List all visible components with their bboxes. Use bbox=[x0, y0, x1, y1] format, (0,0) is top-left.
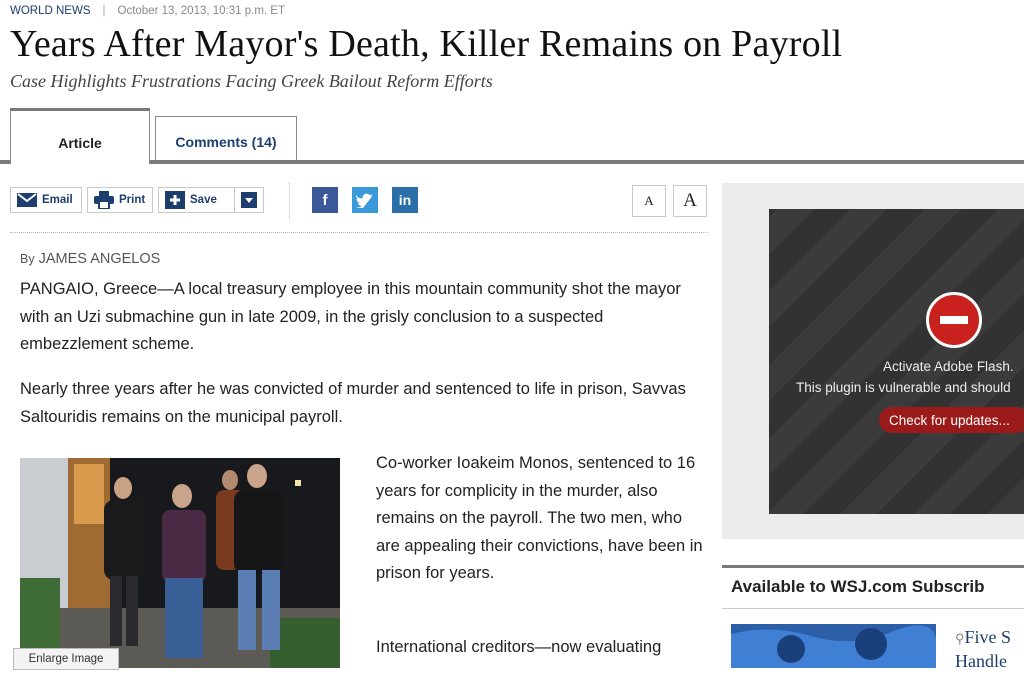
article-paragraph: Co-worker Ioakeim Monos, sentenced to 16 years for complicity in the murder, also remains on the payroll. The two men, who are appealing their convictions, have been in prison for years. bbox=[376, 454, 703, 582]
tab-rule bbox=[0, 160, 1024, 164]
sidebar-rule bbox=[722, 565, 1024, 568]
save-label: Save bbox=[190, 194, 217, 206]
flash-warning: This plugin is vulnerable and should bbox=[796, 380, 1011, 395]
byline bbox=[20, 251, 160, 267]
email-button[interactable] bbox=[10, 187, 82, 213]
print-button[interactable] bbox=[87, 187, 153, 213]
linkedin-icon[interactable]: in bbox=[392, 187, 418, 213]
blocked-plugin-icon bbox=[926, 292, 982, 348]
chevron-down-icon bbox=[241, 192, 257, 208]
printer-icon bbox=[94, 191, 114, 209]
promo-headline[interactable] bbox=[955, 626, 1011, 673]
section-link[interactable]: WORLD NEWS bbox=[10, 5, 91, 17]
tab-comments[interactable]: Comments (14) bbox=[155, 116, 297, 160]
sidebar-divider bbox=[722, 608, 1024, 609]
key-icon: ⚲ bbox=[955, 631, 965, 646]
plus-icon bbox=[165, 191, 185, 209]
save-dropdown[interactable] bbox=[234, 188, 263, 212]
byline-author[interactable]: JAMES ANGELOS bbox=[38, 251, 161, 267]
envelope-icon bbox=[17, 193, 37, 207]
tab-article[interactable]: Article bbox=[10, 108, 150, 164]
kicker-separator: | bbox=[102, 5, 106, 17]
promo-line-1: Five S bbox=[964, 627, 1012, 647]
byline-prefix: By bbox=[20, 252, 35, 266]
article-subhead: Case Highlights Frustrations Facing Greek Bailout Reform Efforts bbox=[10, 71, 493, 91]
check-updates-button[interactable]: Check for updates... bbox=[879, 407, 1024, 433]
facebook-icon[interactable]: f bbox=[312, 187, 338, 213]
article-paragraph: PANGAIO, Greece—A local treasury employee in this mountain community shot the mayor with an Uzi submachine gun in late 2009, in the grisly conclusion to a suspected embezzlement scheme. bbox=[20, 280, 681, 353]
font-smaller-button[interactable]: A bbox=[632, 185, 666, 217]
flash-plugin-placeholder[interactable] bbox=[769, 209, 1024, 514]
article-paragraph: Nearly three years after he was convicted of murder and sentenced to life in prison, Savvas Saltouridis remains on the municipal payroll. bbox=[20, 380, 686, 426]
page-title: Years After Mayor's Death, Killer Remains on Payroll bbox=[10, 23, 843, 65]
sidebar-heading: Available to WSJ.com Subscrib bbox=[731, 577, 985, 596]
toolbar-divider-line bbox=[10, 232, 708, 233]
flash-message: Activate Adobe Flash. bbox=[883, 359, 1014, 374]
font-larger-button[interactable]: A bbox=[673, 185, 707, 217]
print-label: Print bbox=[119, 194, 146, 206]
article-photo[interactable] bbox=[20, 458, 340, 668]
publish-date: October 13, 2013, 10:31 p.m. ET bbox=[117, 5, 285, 17]
article-paragraph: International creditors—now evaluating bbox=[376, 638, 662, 656]
save-button[interactable] bbox=[158, 187, 264, 213]
twitter-icon[interactable] bbox=[352, 187, 378, 213]
enlarge-image-button[interactable]: Enlarge Image bbox=[13, 648, 119, 670]
photo-illustration bbox=[20, 458, 340, 668]
article-kicker bbox=[10, 5, 285, 17]
promo-line-2: Handle bbox=[955, 651, 1007, 671]
promo-thumbnail[interactable] bbox=[731, 624, 936, 668]
toolbar-divider bbox=[289, 183, 290, 219]
email-label: Email bbox=[42, 194, 73, 206]
